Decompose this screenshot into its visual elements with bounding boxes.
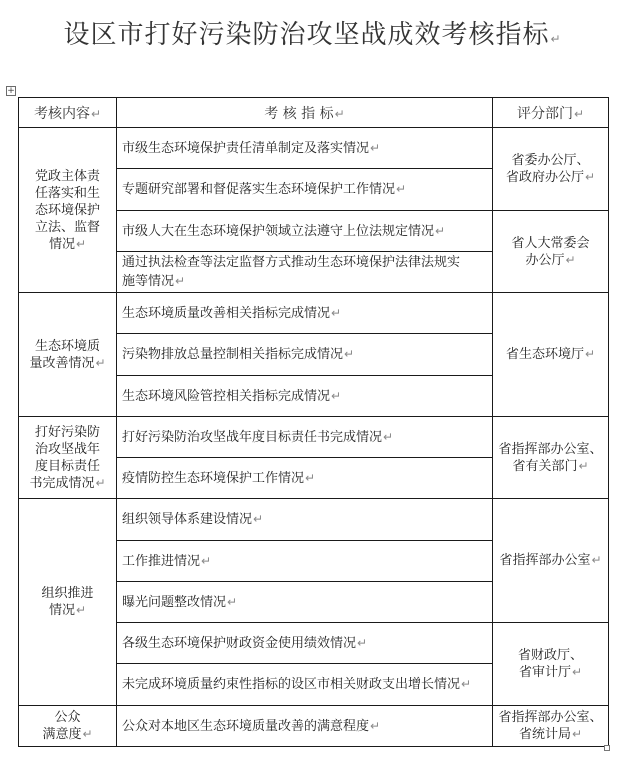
department-cell[interactable]: 省指挥部办公室↵ [493,499,609,623]
indicator-cell[interactable]: 疫情防控生态环境保护工作情况↵ [117,458,493,499]
table-row [19,128,609,169]
department-cell[interactable]: 省财政厅、 省审计厅↵ [493,623,609,706]
table-move-handle-icon[interactable]: + [7,86,15,96]
header-indicator: 考 核 指 标↵ [117,98,493,128]
indicator-cell[interactable]: 专题研究部署和督促落实生态环境保护工作情况↵ [117,169,493,211]
indicator-cell[interactable]: 打好污染防治攻坚战年度目标责任书完成情况↵ [117,417,493,458]
header-department: 评分部门↵ [493,98,609,128]
department-cell[interactable]: 省生态环境厅↵ [493,293,609,417]
indicator-cell[interactable]: 通过执法检查等法定监督方式推动生态环境保护法律法规实 施等情况↵ [117,252,493,293]
category-cell[interactable]: 生态环境质 量改善情况↵ [19,293,117,417]
indicator-cell[interactable]: 生态环境质量改善相关指标完成情况↵ [117,293,493,334]
indicator-cell[interactable]: 市级人大在生态环境保护领域立法遵守上位法规定情况↵ [117,211,493,252]
indicator-cell[interactable]: 公众对本地区生态环境质量改善的满意程度↵ [117,706,493,747]
assessment-table [18,97,609,747]
indicator-cell[interactable]: 市级生态环境保护责任清单制定及落实情况↵ [117,128,493,169]
table-header-row [19,98,609,128]
table-row [19,706,609,747]
table-row [19,499,609,541]
department-cell[interactable]: 省委办公厅、 省政府办公厅↵ [493,128,609,211]
indicator-cell[interactable]: 各级生态环境保护财政资金使用绩效情况↵ [117,623,493,664]
indicator-cell[interactable]: 未完成环境质量约束性指标的设区市相关财政支出增长情况↵ [117,664,493,706]
indicator-cell[interactable]: 污染物排放总量控制相关指标完成情况↵ [117,334,493,376]
indicator-cell[interactable]: 生态环境风险管控相关指标完成情况↵ [117,376,493,417]
table-resize-handle[interactable] [604,745,610,751]
paragraph-mark-icon: ↵ [550,32,562,46]
table-row [19,417,609,458]
document-title-text: 设区市打好污染防治攻坚战成效考核指标 [63,20,550,50]
department-cell[interactable]: 省指挥部办公室、 省有关部门↵ [493,417,609,499]
table-row [19,293,609,334]
document-title [0,14,625,51]
indicator-cell[interactable]: 曝光问题整改情况↵ [117,582,493,623]
department-cell[interactable]: 省人大常委会 办公厅↵ [493,211,609,293]
category-cell[interactable]: 组织推进 情况↵ [19,499,117,706]
category-cell[interactable]: 党政主体责 任落实和生 态环境保护 立法、监督 情况↵ [19,128,117,293]
category-cell[interactable]: 打好污染防 治攻坚战年 度目标责任 书完成情况↵ [19,417,117,499]
header-category: 考核内容↵ [19,98,117,128]
indicator-cell[interactable]: 工作推进情况↵ [117,541,493,582]
category-cell[interactable]: 公众 满意度↵ [19,706,117,747]
indicator-cell[interactable]: 组织领导体系建设情况↵ [117,499,493,541]
department-cell[interactable]: 省指挥部办公室、 省统计局↵ [493,706,609,747]
